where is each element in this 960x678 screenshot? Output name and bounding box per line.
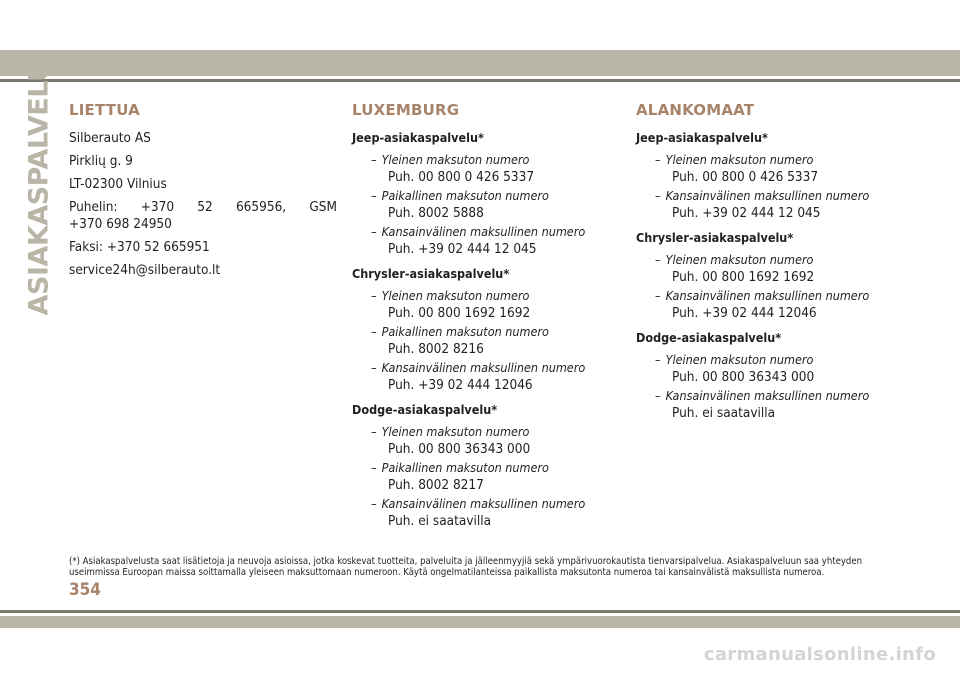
service-group-dodge <box>352 402 620 530</box>
group-title: Dodge-asiakaspalvelu* <box>636 330 782 345</box>
dash: – <box>371 188 377 203</box>
dash: – <box>371 424 377 439</box>
number-type <box>352 188 620 204</box>
dash: – <box>655 352 661 367</box>
dash: – <box>371 460 377 475</box>
phone-number: Puh. +39 02 444 12 045 <box>672 205 821 221</box>
phone-word: +370 <box>140 199 175 215</box>
address-line: LT-02300 Vilnius <box>69 176 167 192</box>
address-line: Pirklių g. 9 <box>69 153 133 169</box>
dash: – <box>371 152 377 167</box>
number-type <box>352 460 620 476</box>
phone-number: Puh. ei saatavilla <box>672 405 776 421</box>
number-type <box>636 152 904 168</box>
phone-number: Puh. 8002 5888 <box>388 205 484 221</box>
column-luxembourg <box>352 100 620 538</box>
number-type <box>636 188 904 204</box>
section-tab-label: ASIAKASPALVELU <box>23 60 55 316</box>
phone-number: Puh. 00 800 36343 000 <box>388 441 531 457</box>
country-heading: ALANKOMAAT <box>636 101 755 119</box>
group-title: Chrysler-asiakaspalvelu* <box>636 230 794 245</box>
phone-word: 665956, <box>235 199 287 215</box>
number-type-label: Yleinen maksuton numero <box>665 152 814 167</box>
phone-number: Puh. 00 800 0 426 5337 <box>388 169 535 185</box>
phone-word: 52 <box>197 199 213 215</box>
service-group-chrysler <box>636 230 904 322</box>
number-type-label: Yleinen maksuton numero <box>665 252 814 267</box>
footnote: (*) Asiakaspalvelusta saat lisätietoja ja neuvoja asioissa, jotka koskevat tuotteita, palveluita ja jälleenmyyjiä sekä ympärivuorokautista tienvarsipalvelua. Asiakaspalveluun saa yhteyden useimmissa Euroopan maissa soittamalla yleiseen maksuttomaan numeroon. Käytä ongelmatilanteissa paikallista maksutonta numeroa tai kansainvälistä maksullista numeroa. <box>69 556 863 578</box>
number-type <box>352 224 620 240</box>
dash: – <box>371 224 377 239</box>
phone-number: Puh. ei saatavilla <box>388 513 492 529</box>
number-type-label: Kansainvälinen maksullinen numero <box>381 224 586 239</box>
dash: – <box>655 188 661 203</box>
number-type <box>352 424 620 440</box>
number-type <box>352 324 620 340</box>
phone-number: Puh. +39 02 444 12046 <box>672 305 817 321</box>
number-type <box>352 152 620 168</box>
number-type-label: Kansainvälinen maksullinen numero <box>665 388 870 403</box>
number-type-label: Yleinen maksuton numero <box>381 152 530 167</box>
page-number: 354 <box>69 580 101 600</box>
phone-block <box>69 199 337 233</box>
number-type <box>636 288 904 304</box>
phone-word: Puhelin: <box>69 199 118 215</box>
phone-line-2: +370 698 24950 <box>69 216 172 232</box>
footer-rule <box>0 610 960 613</box>
number-type <box>636 388 904 404</box>
number-type-label: Yleinen maksuton numero <box>381 424 530 439</box>
service-group-dodge <box>636 330 904 422</box>
number-type-label: Paikallinen maksuton numero <box>381 460 549 475</box>
phone-number: Puh. 00 800 1692 1692 <box>388 305 531 321</box>
country-heading: LUXEMBURG <box>352 101 460 119</box>
dash: – <box>655 252 661 267</box>
service-group-jeep <box>636 130 904 222</box>
group-title: Chrysler-asiakaspalvelu* <box>352 266 510 281</box>
number-type-label: Kansainvälinen maksullinen numero <box>665 188 870 203</box>
email-line: service24h@silberauto.lt <box>69 262 221 278</box>
phone-number: Puh. 00 800 36343 000 <box>672 369 815 385</box>
column-netherlands <box>636 100 904 430</box>
phone-number: Puh. 8002 8217 <box>388 477 484 493</box>
phone-number: Puh. 00 800 1692 1692 <box>672 269 815 285</box>
number-type <box>352 360 620 376</box>
dash: – <box>371 360 377 375</box>
phone-number: Puh. +39 02 444 12046 <box>388 377 533 393</box>
phone-number: Puh. +39 02 444 12 045 <box>388 241 537 257</box>
footer-band <box>0 616 960 628</box>
header-band <box>0 50 960 76</box>
dash: – <box>655 152 661 167</box>
dash: – <box>371 288 377 303</box>
header-rule <box>0 79 960 82</box>
number-type <box>352 288 620 304</box>
fax-line: Faksi: +370 52 665951 <box>69 239 210 255</box>
country-heading: LIETTUA <box>69 101 140 119</box>
top-margin <box>0 0 960 50</box>
phone-number: Puh. 8002 8216 <box>388 341 484 357</box>
number-type <box>636 352 904 368</box>
service-group-chrysler <box>352 266 620 394</box>
number-type-label: Kansainvälinen maksullinen numero <box>381 360 586 375</box>
dash: – <box>655 388 661 403</box>
number-type-label: Kansainvälinen maksullinen numero <box>381 496 586 511</box>
service-group-jeep <box>352 130 620 258</box>
number-type <box>636 252 904 268</box>
dash: – <box>371 324 377 339</box>
phone-line <box>69 199 337 216</box>
number-type-label: Paikallinen maksuton numero <box>381 188 549 203</box>
phone-number: Puh. 00 800 0 426 5337 <box>672 169 819 185</box>
number-type <box>352 496 620 512</box>
section-tab <box>23 60 55 316</box>
dash: – <box>371 496 377 511</box>
number-type-label: Yleinen maksuton numero <box>665 352 814 367</box>
phone-word: GSM <box>309 199 337 215</box>
watermark-text: carmanualsonline.info <box>703 644 936 665</box>
number-type-label: Kansainvälinen maksullinen numero <box>665 288 870 303</box>
group-title: Dodge-asiakaspalvelu* <box>352 402 498 417</box>
number-type-label: Yleinen maksuton numero <box>381 288 530 303</box>
column-lithuania <box>69 100 337 285</box>
number-type-label: Paikallinen maksuton numero <box>381 324 549 339</box>
group-title: Jeep-asiakaspalvelu* <box>636 130 768 145</box>
group-title: Jeep-asiakaspalvelu* <box>352 130 484 145</box>
dash: – <box>655 288 661 303</box>
address-line: Silberauto AS <box>69 130 151 146</box>
